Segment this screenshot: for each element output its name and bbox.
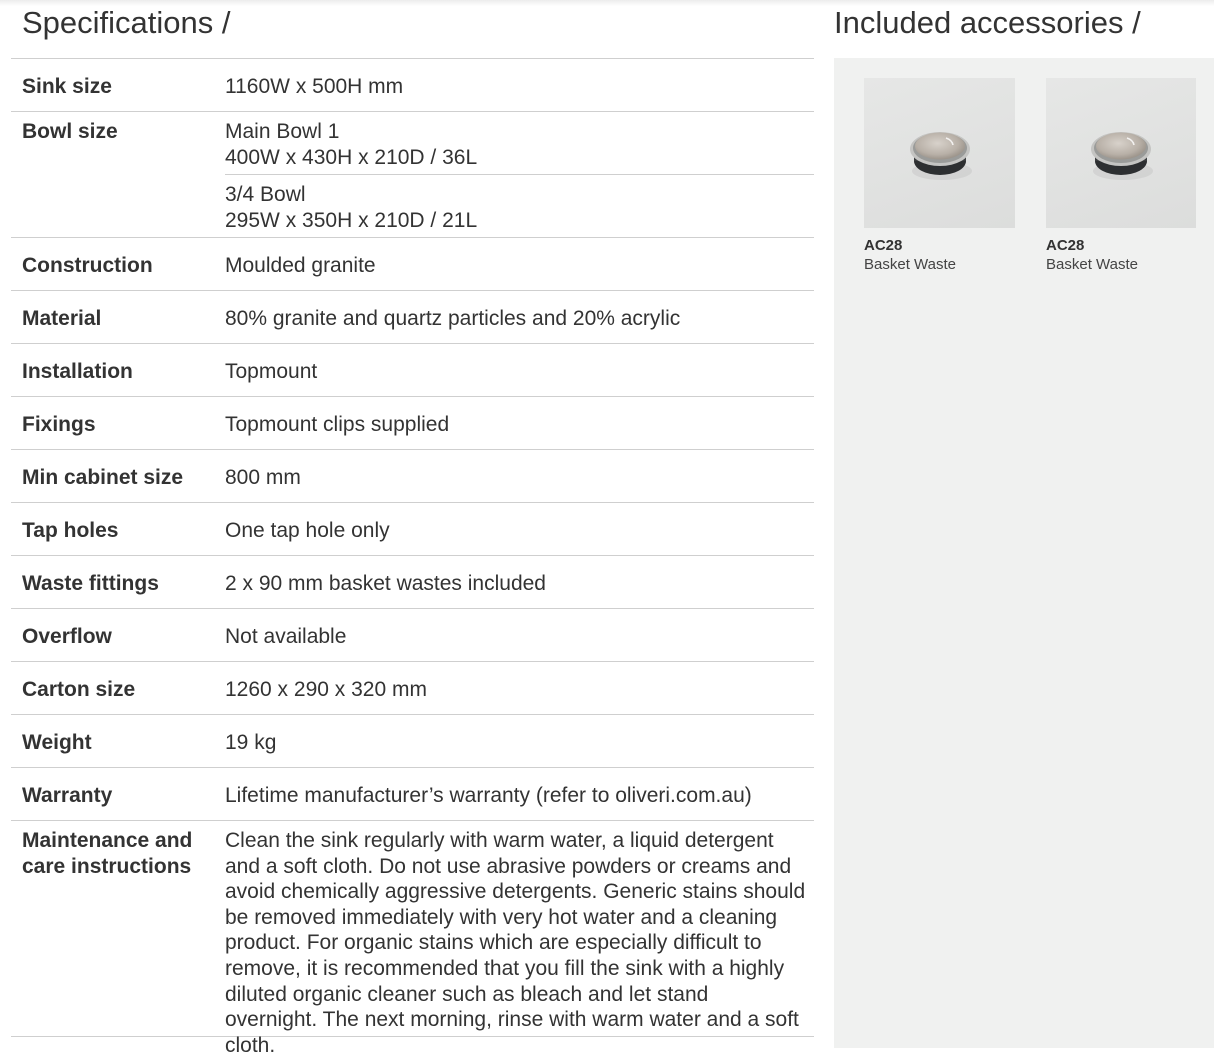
spec-label: Tap holes xyxy=(22,518,119,542)
accessories-heading: Included accessories / xyxy=(834,5,1141,40)
three-quarter-bowl-spec xyxy=(225,175,814,237)
accessory-code: AC28 xyxy=(1046,237,1085,254)
spec-label: Maintenance and care instructions xyxy=(22,829,193,878)
spec-row-carton-size xyxy=(11,662,814,715)
spec-row-fixings xyxy=(11,397,814,450)
spec-row-weight xyxy=(11,715,814,768)
basket-waste-icon xyxy=(1081,119,1161,187)
bowl-size-values xyxy=(225,112,814,237)
specifications-heading: Specifications / xyxy=(22,5,231,40)
accessories-panel xyxy=(834,58,1214,1048)
spec-value: Clean the sink regularly with warm water, a liquid detergent and a soft cloth. Do not use abrasive powders or creams and avoid chemically aggressive detergents. Generic stains should be removed immediately with very hot water and a cleaning product. For organic stains which are especially difficult to remove, it is recommended that you fill the sink with a highly diluted organic cleaner such as bleach and let stand overnight. The next morning, rinse with warm water and a soft cloth. xyxy=(225,829,806,1057)
main-bowl-name: Main Bowl 1 xyxy=(225,120,340,143)
spec-value: 80% granite and quartz particles and 20% acrylic xyxy=(225,307,681,330)
main-bowl-spec xyxy=(225,112,814,175)
spec-value: Not available xyxy=(225,625,347,648)
main-bowl-dims: 400W x 430H x 210D / 36L xyxy=(225,146,478,169)
spec-label: Construction xyxy=(22,253,153,277)
spec-label: Warranty xyxy=(22,783,113,807)
accessory-name: Basket Waste xyxy=(1046,256,1138,273)
spec-label: Bowl size xyxy=(22,120,118,143)
three-quarter-bowl-dims: 295W x 350H x 210D / 21L xyxy=(225,209,478,232)
spec-label: Installation xyxy=(22,359,133,383)
spec-row-min-cabinet-size xyxy=(11,450,814,503)
spec-label: Material xyxy=(22,306,102,330)
spec-row-bowl-size xyxy=(11,112,814,238)
accessory-name: Basket Waste xyxy=(864,256,956,273)
spec-value: Lifetime manufacturer’s warranty (refer to oliveri.com.au) xyxy=(225,784,752,807)
basket-waste-icon xyxy=(900,119,980,187)
accessory-card[interactable] xyxy=(864,78,1015,274)
spec-value: 1160W x 500H mm xyxy=(225,75,404,98)
spec-value: One tap hole only xyxy=(225,519,390,542)
spec-label: Carton size xyxy=(22,677,136,701)
spec-row-maintenance xyxy=(11,821,814,1057)
spec-row-tap-holes xyxy=(11,503,814,556)
spec-value: 19 kg xyxy=(225,731,277,754)
spec-row-overflow xyxy=(11,609,814,662)
spec-row-sink-size xyxy=(11,59,814,112)
basket-waste-image[interactable] xyxy=(1046,78,1196,228)
spec-row-warranty xyxy=(11,768,814,821)
three-quarter-bowl-name: 3/4 Bowl xyxy=(225,183,306,206)
basket-waste-image[interactable] xyxy=(864,78,1015,228)
accessory-code: AC28 xyxy=(864,237,903,254)
spec-label: Overflow xyxy=(22,624,112,648)
spec-label: Fixings xyxy=(22,412,96,436)
spec-row-installation xyxy=(11,344,814,397)
spec-row-waste-fittings xyxy=(11,556,814,609)
spec-value: Topmount xyxy=(225,360,318,383)
spec-value: 800 mm xyxy=(225,466,301,489)
spec-value: Moulded granite xyxy=(225,254,376,277)
spec-value: 2 x 90 mm basket wastes included xyxy=(225,572,546,595)
spec-label: Weight xyxy=(22,730,92,754)
accessory-card[interactable] xyxy=(1046,78,1196,274)
spec-label: Sink size xyxy=(22,74,112,98)
spec-row-construction xyxy=(11,238,814,291)
spec-value: 1260 x 290 x 320 mm xyxy=(225,678,427,701)
spec-label: Waste fittings xyxy=(22,571,159,595)
spec-label: Min cabinet size xyxy=(22,465,184,489)
spec-value: Topmount clips supplied xyxy=(225,413,450,436)
spec-row-material xyxy=(11,291,814,344)
specifications-table xyxy=(11,58,814,1057)
